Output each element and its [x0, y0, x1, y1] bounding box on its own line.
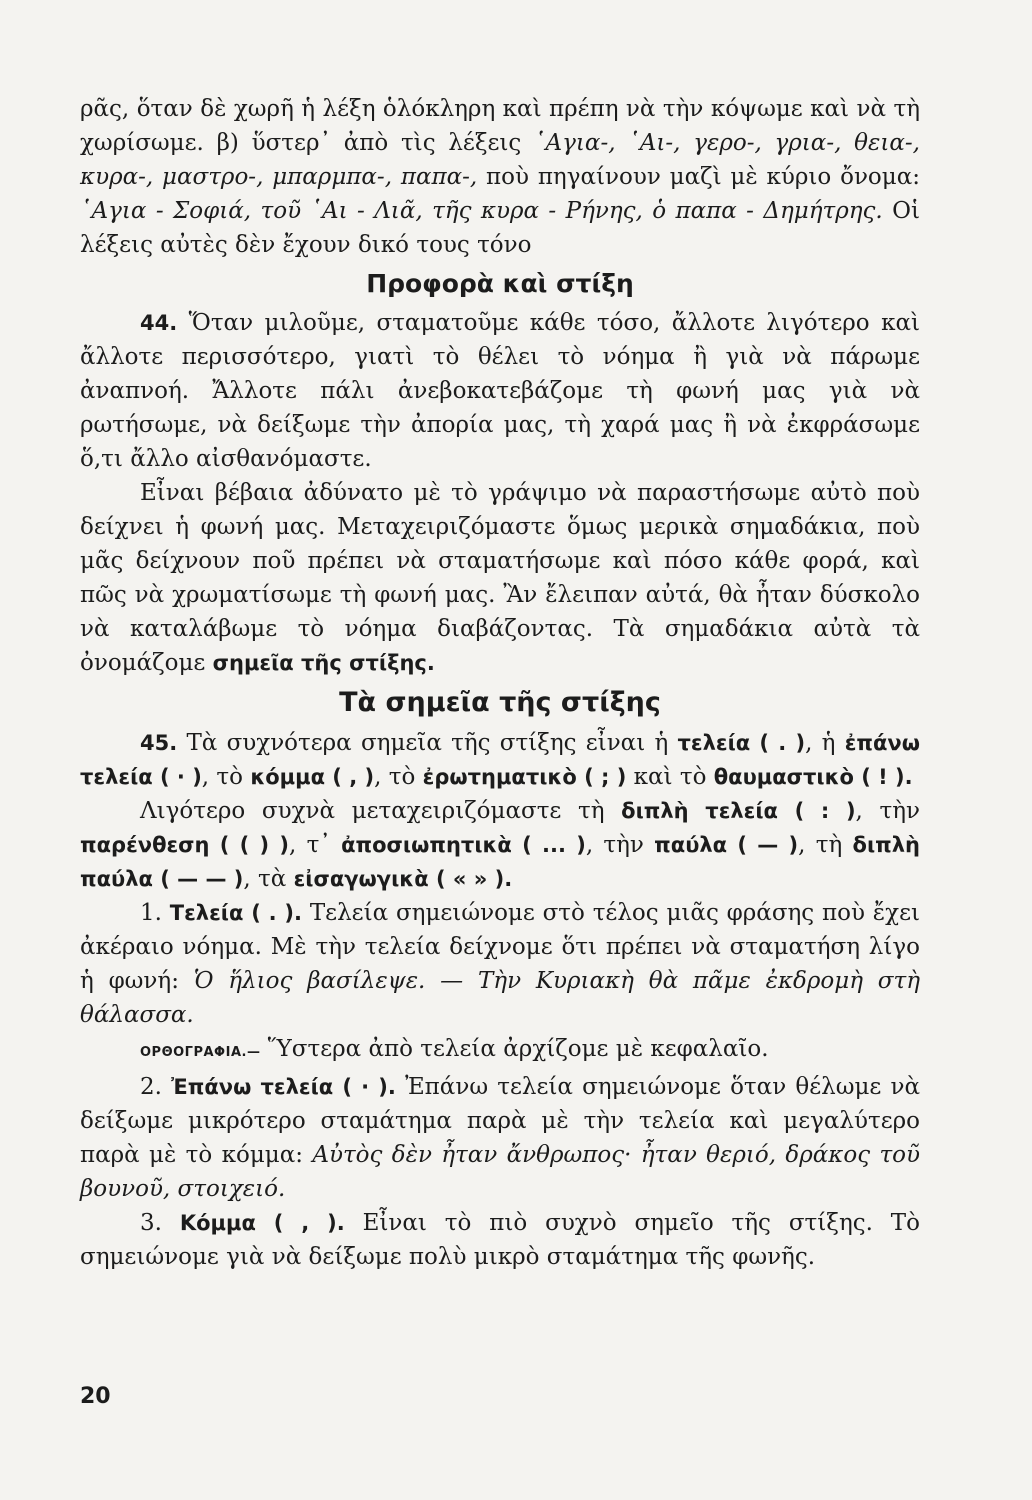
text-run: ἐπάνω τελεία ( · ) [80, 731, 920, 789]
paragraph [80, 1070, 920, 1206]
text-run: Ἐπάνω τελεία ( · ). [171, 1075, 396, 1099]
text-run: , τὸ [201, 764, 251, 790]
text-run: , ἡ [805, 730, 845, 756]
text-run: Κόμμα ( , ). [179, 1211, 345, 1235]
section-heading: Προφορὰ καὶ στίξη [366, 269, 634, 298]
text-run: , τ᾽ [289, 832, 342, 858]
text-run: ἀποσιωπητικὰ ( ... ) [341, 833, 586, 857]
text-run: 45. [140, 731, 178, 755]
text-run: εἰσαγωγικὰ ( « » ). [293, 867, 513, 891]
paragraph [80, 726, 920, 794]
text-run: Αὐτὸς δὲν ἦταν ἄνθρωπος· ἦταν θεριό, δράκος τοῦ βουνοῦ, στοιχειό. [80, 1142, 920, 1202]
text-run: τελεία ( . ) [677, 731, 806, 755]
paragraph [80, 476, 920, 680]
page-body [80, 92, 920, 1274]
text-run: Εἶναι βέβαια ἀδύνατο μὲ τὸ γράψιμο νὰ παραστήσωμε αὐτὸ ποὺ δείχνει ἡ φωνή μας. Μεταχειριζόμαστε ὅμως μερικὰ σημαδάκια, ποὺ μᾶς δείχνουν ποῦ πρέπει νὰ σταματήσωμε καὶ πόσο κάθε φορά, καὶ πῶς νὰ χρωματίσωμε τὴ φωνή μας. Ἂν ἔλειπαν αὐτά, θὰ ἦταν δύσκολο νὰ καταλάβωμε τὸ νόημα διαβάζοντας. Τὰ σημαδάκια αὐτὰ τὰ ὀνομάζομε [80, 480, 920, 676]
paragraph [80, 1206, 920, 1274]
text-run: κόμμα ( , ) [250, 765, 375, 789]
text-run: 1. [140, 900, 170, 926]
text-run: , τὴν [585, 832, 655, 858]
text-run: Τελεία ( . ). [169, 901, 303, 925]
text-run: Τὰ συχνότερα σημεῖα τῆς στίξης εἶναι ἡ [177, 730, 678, 756]
text-run: ρᾶς, ὅταν δὲ χωρῆ ἡ λέξη ὁλόκληρη καὶ πρέπη νὰ τὴν κόψωμε καὶ νὰ τὴ χωρίσωμε. β) ὕστερ᾽ ἀπὸ τὶς λέξεις [80, 96, 920, 156]
paragraph [80, 92, 920, 262]
text-run: ποὺ πηγαίνουν μαζὶ μὲ κύριο ὄνομα: [477, 164, 921, 190]
text-run: 2. [140, 1074, 172, 1100]
section-heading: Τὰ σημεῖα τῆς στίξης [339, 687, 661, 718]
paragraph [80, 306, 920, 476]
text-run: , τὰ [243, 866, 294, 892]
page-number: 20 [80, 1384, 111, 1409]
text-run: ἐρωτηματικὸ ( ; ) [422, 765, 627, 789]
text-run: ῾Αγια-, ῾Αι-, γερο-, γρια-, θεια-, κυρα-, μαστρο-, μπαρμπα-, παπα-, [80, 130, 920, 190]
text-run: , τὴν [855, 798, 921, 824]
text-run: διπλὴ παύλα ( — — ) [80, 833, 920, 891]
text-run: παρένθεση ( ( ) ) [80, 833, 289, 857]
text-run: Οἱ λέξεις αὐτὲς δὲν ἔχουν δικό τους τόνο [80, 198, 921, 258]
text-run: , τὴ [798, 832, 853, 858]
text-run: ΟΡΘΟΓΡΑΦΙΑ.— [140, 1045, 261, 1060]
text-run: Τελεία σημειώνομε στὸ τέλος μιᾶς φράσης ποὺ ἔχει ἀκέραιο νόημα. Μὲ τὴν τελεία δείχνομε ὅτι πρέπει νὰ σταματήση λίγο ἡ φωνή: [80, 900, 920, 994]
text-run: διπλὴ τελεία ( : ) [621, 799, 856, 823]
text-run: παύλα ( — ) [654, 833, 799, 857]
paragraph [80, 1032, 920, 1070]
text-run: σημεῖα τῆς στίξης. [212, 651, 435, 675]
text-run: , τὸ [374, 764, 423, 790]
text-run: καὶ τὸ [626, 764, 714, 790]
text-run: Ὁ ἥλιος βασίλεψε. — Τὴν Κυριακὴ θὰ πᾶμε ἐκδρομὴ στὴ θάλασσα. [80, 968, 920, 1028]
text-run: Ὕστερα ἀπὸ τελεία ἀρχίζομε μὲ κεφαλαῖο. [260, 1036, 769, 1062]
text-run: θαυμαστικὸ ( ! ). [713, 765, 913, 789]
text-run: Ὅταν μιλοῦμε, σταματοῦμε κάθε τόσο, ἄλλοτε λιγότερο καὶ ἄλλοτε περισσότερο, γιατὶ τὸ θέλει τὸ νόημα ἢ γιὰ νὰ πάρωμε ἀναπνοή. Ἄλλοτε πάλι ἀνεβοκατεβάζομε τὴ φωνή μας γιὰ νὰ ρωτήσωμε, νὰ δείξωμε τὴν ἀπορία μας, τὴ χαρά μας ἢ νὰ ἐκφράσωμε ὅ,τι ἄλλο αἰσθανόμαστε. [80, 310, 920, 472]
paragraph [80, 794, 920, 896]
text-run: 3. [140, 1210, 180, 1236]
text-run: 44. [140, 311, 178, 335]
text-run: Εἶναι τὸ πιὸ συχνὸ σημεῖο τῆς στίξης. Τὸ σημειώνομε γιὰ νὰ δείξωμε πολὺ μικρὸ σταμάτημα τῆς φωνῆς. [80, 1210, 920, 1270]
paragraph [80, 896, 920, 1032]
text-run: ῾Αγια - Σοφιά, τοῦ ῾Αι - Λιᾶ, τῆς κυρα - Ρήνης, ὁ παπα - Δημήτρης. [80, 198, 883, 224]
text-run: Ἐπάνω τελεία σημειώνομε ὅταν θέλωμε νὰ δείξωμε μικρότερο σταμάτημα παρὰ μὲ τὴν τελεία καὶ μεγαλύτερο παρὰ μὲ τὸ κόμμα: [80, 1074, 920, 1168]
text-run: Λιγότερο συχνὰ μεταχειριζόμαστε τὴ [140, 798, 622, 824]
